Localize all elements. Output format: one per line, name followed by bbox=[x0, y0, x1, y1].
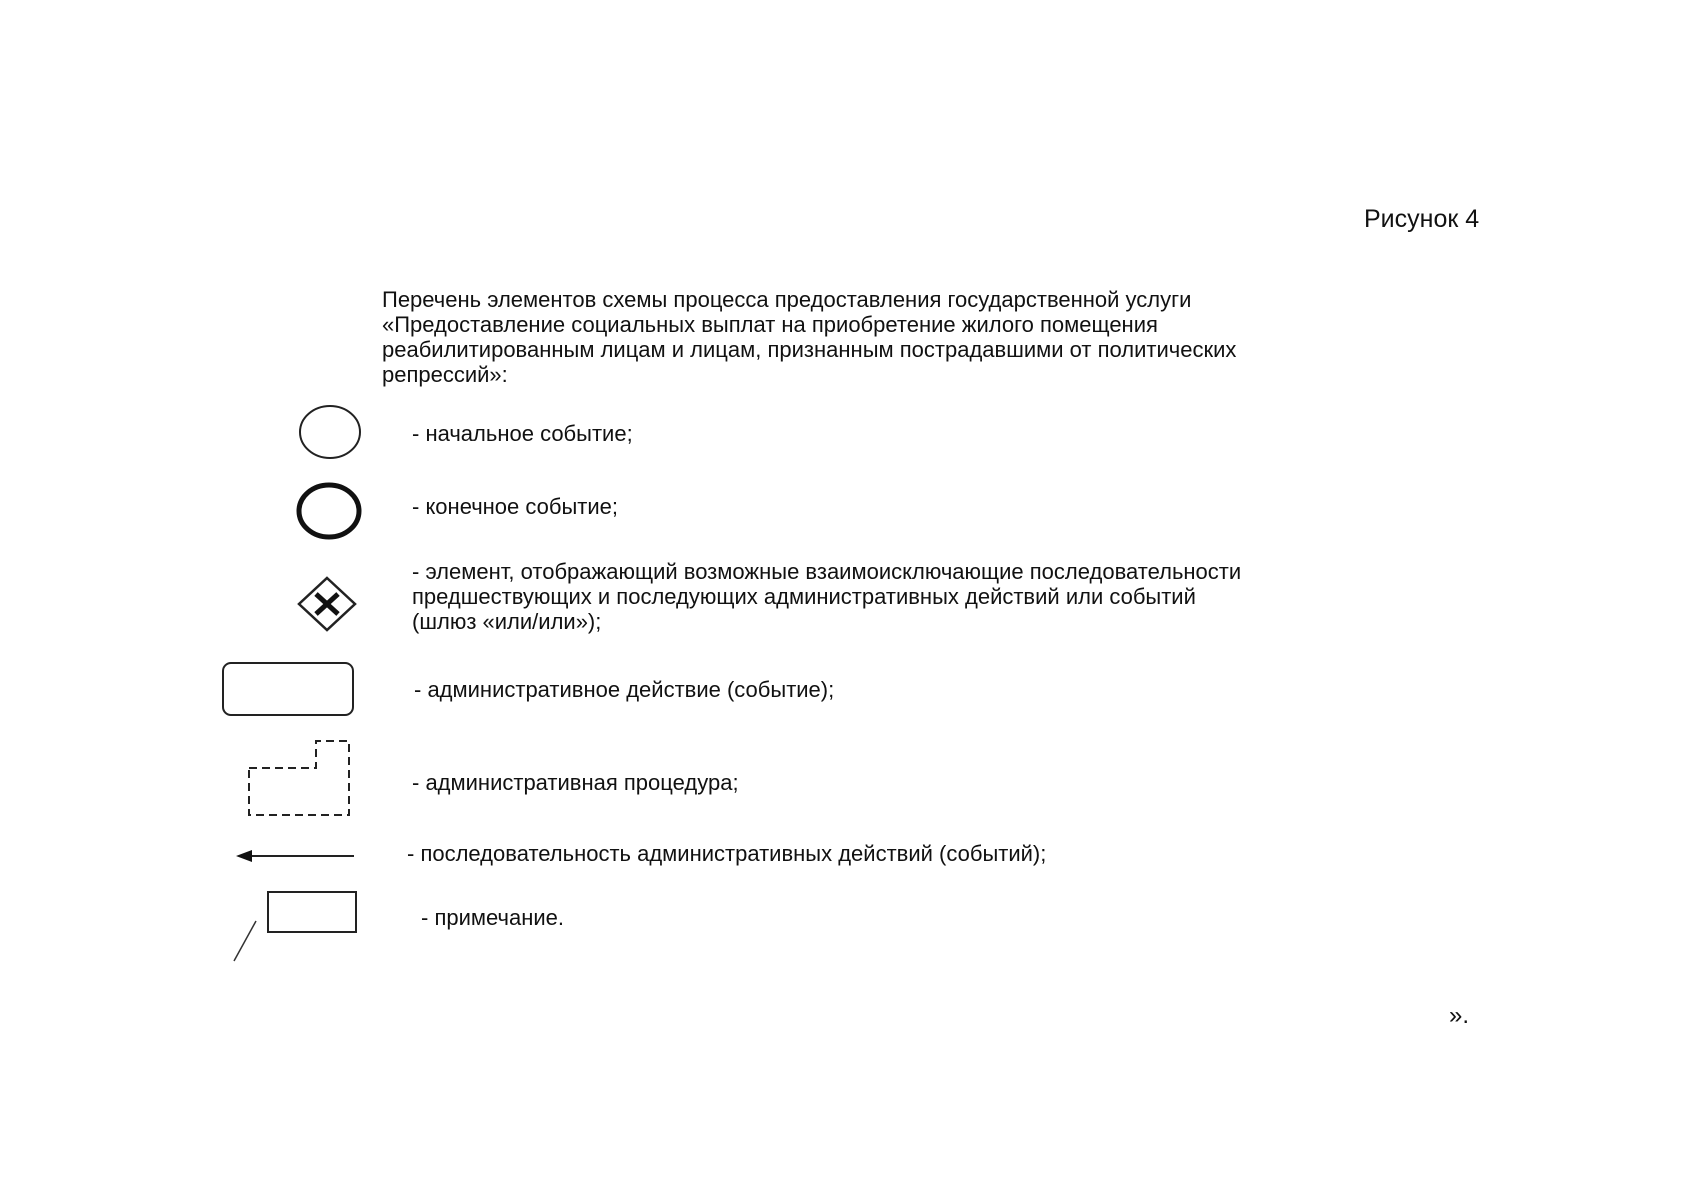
legend-item-administrative-action: - административное действие (событие); bbox=[414, 677, 835, 702]
legend-intro: Перечень элементов схемы процесса предоставления государственной услуги «Предоставление социальных выплат на приобретение жилого помещения реабилитированным лицам и лицам, признанным пострадавшими от политических репрессий»: bbox=[382, 287, 1237, 387]
legend-item-note: - примечание. bbox=[421, 905, 564, 930]
administrative-procedure-dashed-icon bbox=[246, 738, 352, 818]
administrative-action-rect-icon bbox=[221, 661, 355, 717]
legend-item-start-event: - начальное событие; bbox=[412, 421, 633, 446]
sequence-left-arrow-icon bbox=[234, 846, 356, 866]
closing-quote: ». bbox=[1449, 1002, 1470, 1029]
figure-label: Рисунок 4 bbox=[1364, 205, 1480, 233]
start-event-circle-icon bbox=[298, 404, 362, 460]
end-event-circle-icon bbox=[296, 482, 362, 540]
legend-item-administrative-procedure: - административная процедура; bbox=[412, 770, 739, 795]
note-rectangle-icon bbox=[230, 889, 360, 963]
legend-item-gateway-line-3: (шлюз «или/или»); bbox=[412, 609, 602, 634]
legend-item-sequence: - последовательность административных действий (событий); bbox=[407, 841, 1047, 866]
legend-item-gateway-line-2: предшествующих и последующих административных действий или событий bbox=[412, 584, 1196, 609]
legend-item-end-event: - конечное событие; bbox=[412, 494, 619, 519]
gateway-diamond-x-icon bbox=[296, 576, 358, 632]
legend-item-gateway-line-1: - элемент, отображающий возможные взаимоисключающие последовательности bbox=[412, 559, 1242, 584]
